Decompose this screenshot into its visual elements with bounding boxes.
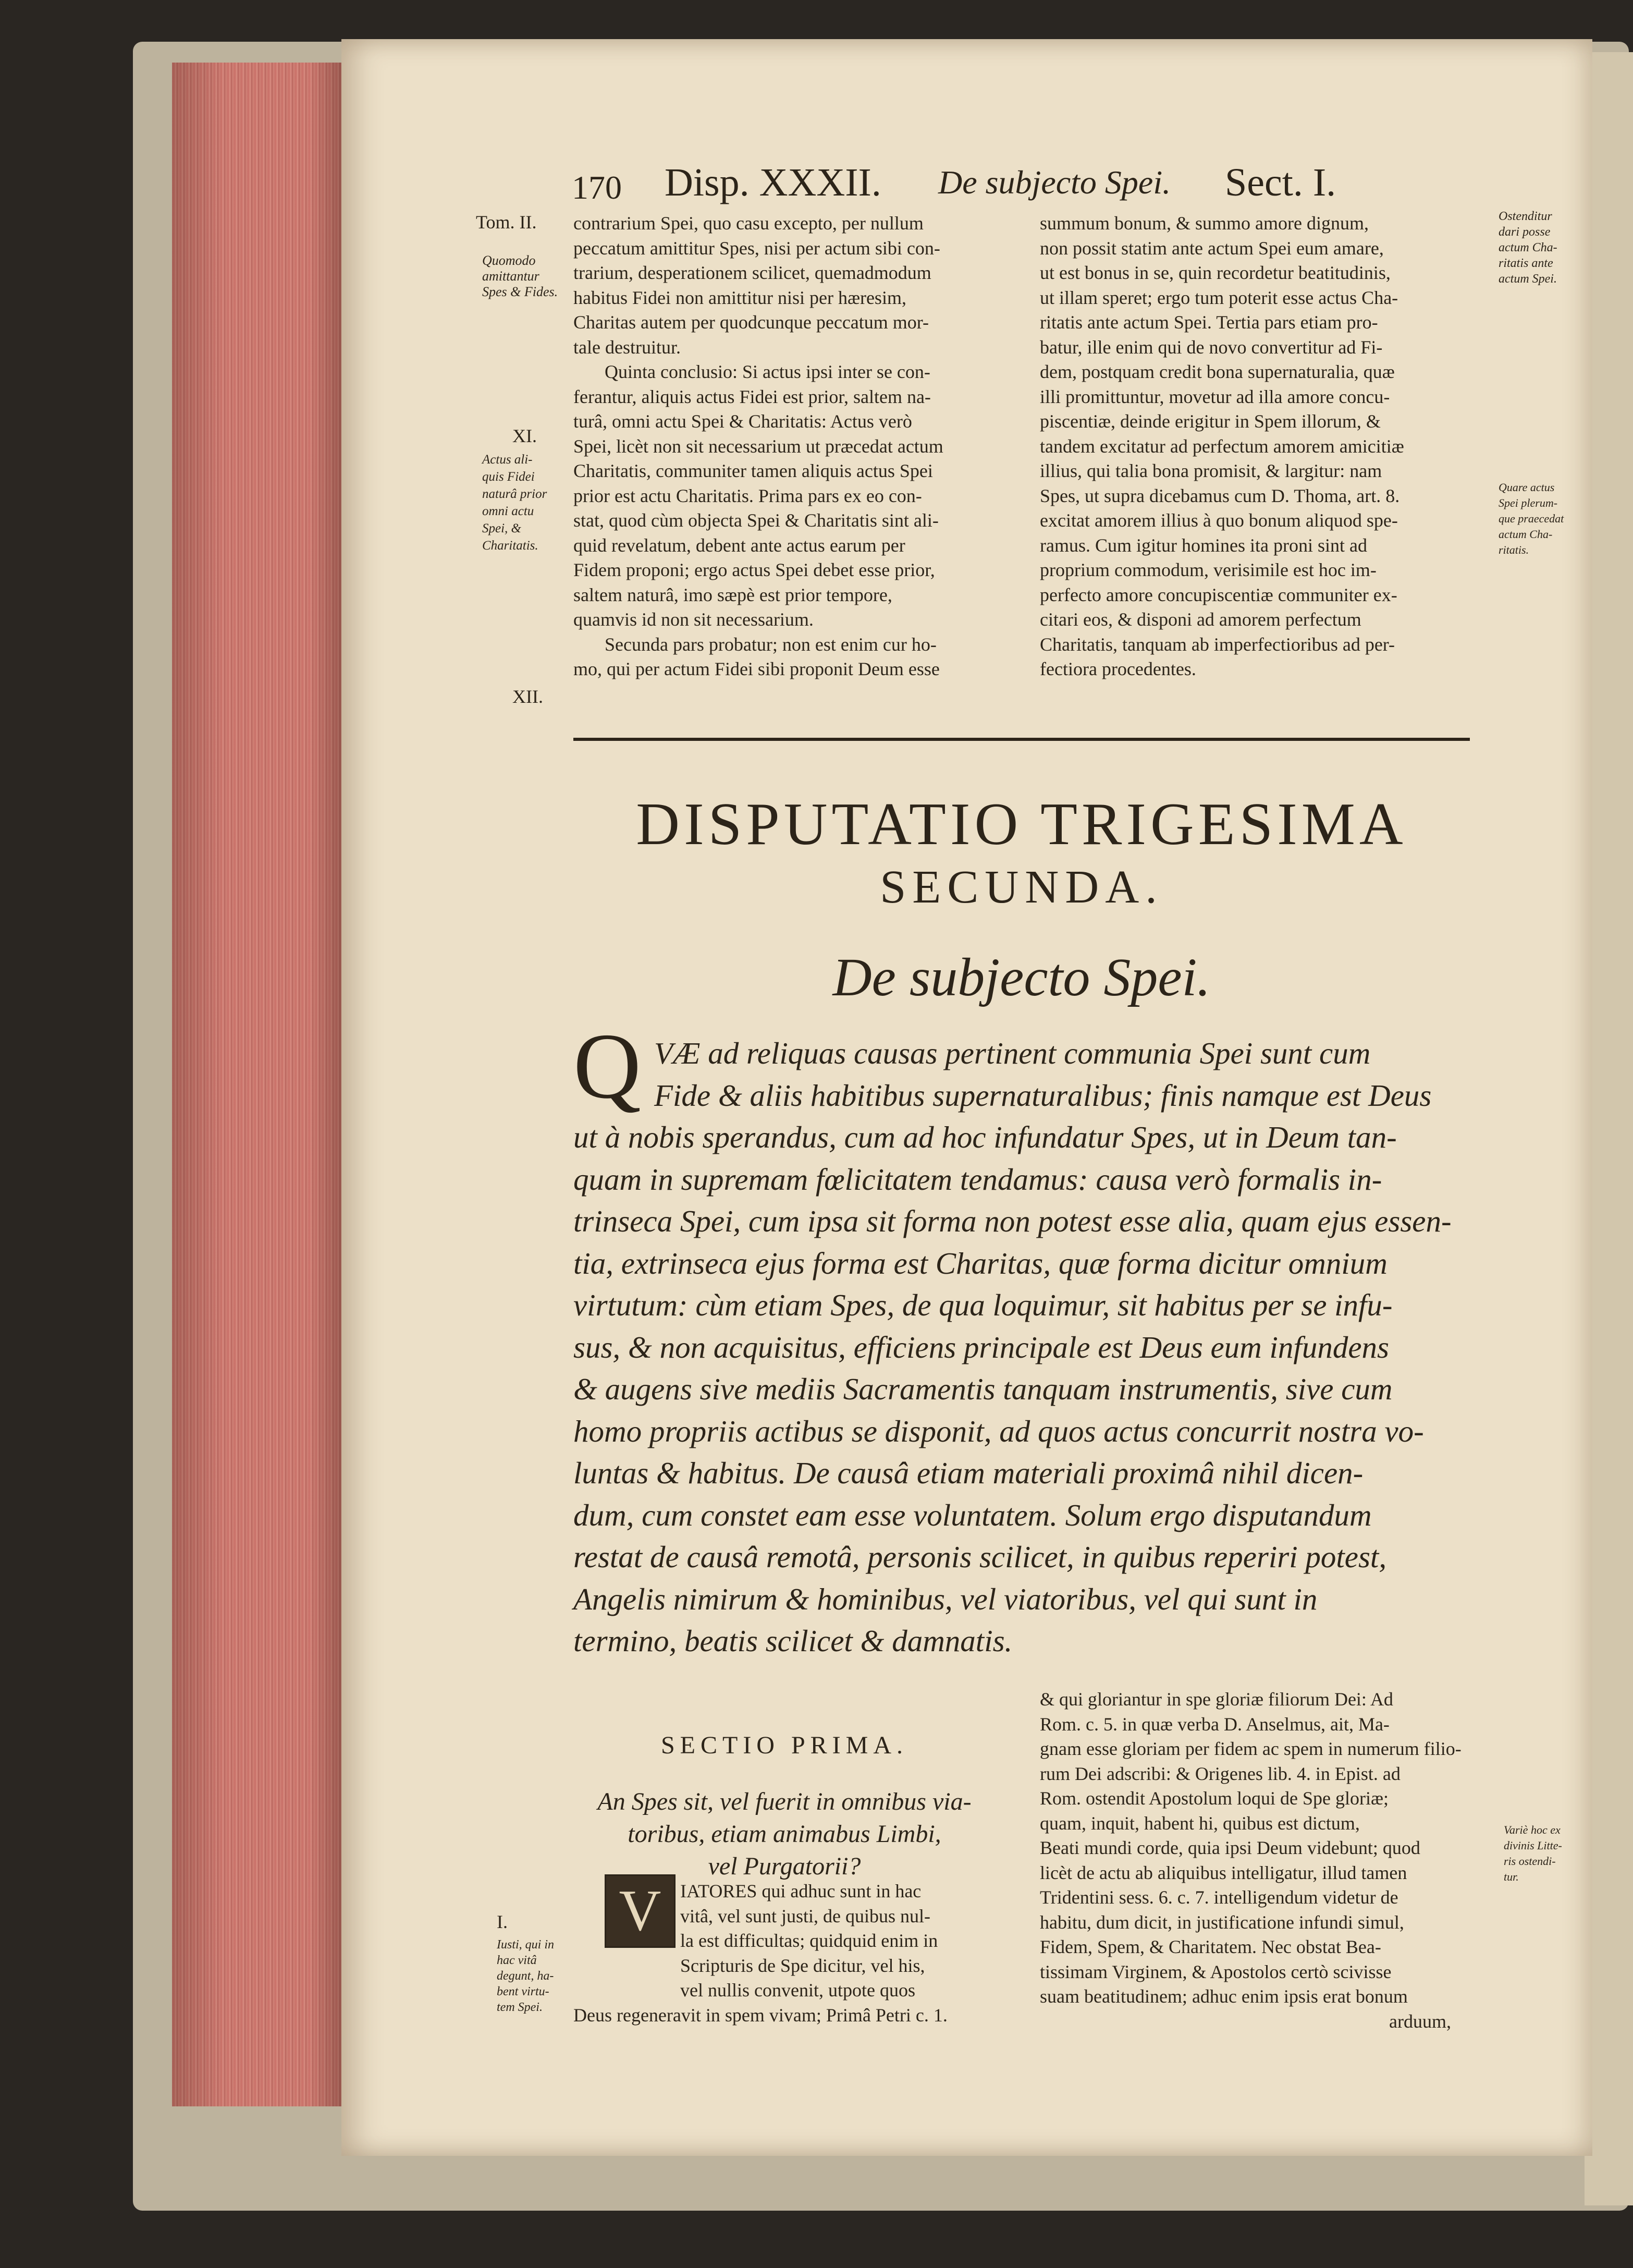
running-title-sect: Sect. I. <box>1225 161 1336 204</box>
intro-paragraph: VÆ ad reliquas causas pertinent communia Spei sunt cum Fide & aliis habitibus supernaturalibus; finis namque est Deus ut à nobis sperandus, cum ad hoc infundatur Spes, ut in Deum tan- quam in supremam fœlicitatem tendamus: causa verò formalis in- trinseca Spei, cum ipsa sit forma non potest esse alia, quam ejus essen- tia, extrinseca ejus forma est Charitas, quæ forma dicitur omnium virtutum: cùm etiam Spes, de qua loquimur, sit habitus per se infu- sus, & non acquisitus, efficiens principale est Deus eum infundens & augens sive mediis Sacramentis tanquam instrumentis, sive cum homo propriis actibus se disponit, ad quos actus concurrit nostra vo- luntas & habitus. De causâ etiam materiali proximâ nihil dicen- dum, cum constet eam esse voluntatem. Solum ergo disputandum restat de causâ remotâ, personis scilicet, in quibus reperiri potest, Angelis nimirum & hominibus, vel viatoribus, vel qui sunt in termino, beatis scilicet & damnatis. <box>573 1036 1452 1658</box>
margin-note-actus-fidei: Actus ali- quis Fidei naturâ prior omni actu Spei, & Charitatis. <box>482 453 547 553</box>
drop-cap-q: Q <box>573 1014 641 1118</box>
top-right-column: summum bonum, & summo amore dignum, non possit statim ante actum Spei eum amare, ut est bonus in se, quin recordetur beatitudinis, ut illam speret; ergo tum poterit esse actus Cha- ritatis ante actum Spei. Tertia pars etiam pro- batur, ille enim qui de novo convertitur ad Fi- dem, postquam credit bona supernaturalia, quæ illi promittuntur, movetur ad illa amore concu- piscentiæ, deinde erigitur in Spem illorum, & tandem excitatur ad perfectum amorem amicitiæ illius, qui talia bona promisit, & largitur: nam Spes, ut supra dicebamus cum D. Thoma, art. 8. excitat amorem illius à quo bonum aliquod spe- ramus. Cum igitur homines ita proni sint ad proprium commodum, verisimile est hoc im- perfecto amore concupiscentiæ communiter ex- citari eos, & disponi ad amorem perfectum Charitatis, tanquam ab imperfectioribus ad per- fectiora procedentes. <box>1040 213 1404 679</box>
book-page <box>341 39 1592 2156</box>
disputation-subtitle: De subjecto Spei. <box>832 947 1211 1007</box>
section-right-column: & qui gloriantur in spe gloriæ filiorum Dei: Ad Rom. c. 5. in quæ verba D. Anselmus, ait, Ma- gnam esse gloriam per fidem ac spem in numerum filio- rum Dei adscribi: & Origenes lib. 4. in Epist. ad Rom. ostendit Apostolum loqui de Spe gloriæ; quam, inquit, habent hi, quibus est dictum, Beati mundi corde, quia ipsi Deum videbunt; quod licèt de actu ab aliquibus intelligatur, illud tamen Tridentini sess. 6. c. 7. intelligendum videtur de habitu, dum dicit, in justificatione infundi simul, Fidem, Spem, & Charitatem. Nec obstat Bea- tissimam Virginem, & Apostolos certò scivisse suam beatitudinem; adhuc enim ipsis erat bonum arduum, <box>1040 1689 1462 2032</box>
running-title-subject: De subjecto Spei. <box>938 164 1171 201</box>
section-question: An Spes sit, vel fuerit in omnibus via- toribus, etiam animabus Limbi, vel Purgatorii? <box>597 1788 972 1880</box>
page-edges-shade <box>172 63 344 2106</box>
margin-number-xii: XII. <box>512 686 543 707</box>
margin-number-xi: XI. <box>512 425 537 446</box>
margin-note-quare-actus: Quare actus Spei plerum- que praecedat actum Cha- ritatis. <box>1499 481 1564 556</box>
disputation-title-line2: SECUNDA. <box>880 861 1163 913</box>
margin-note-amittantur: Quomodo amittantur Spes & Fides. <box>482 253 558 299</box>
margin-tom: Tom. II. <box>476 212 537 233</box>
margin-note-iusti: Iusti, qui in hac vitâ degunt, ha- bent virtu- tem Spei. <box>497 1938 555 2014</box>
margin-number-i: I. <box>497 1911 508 1932</box>
section-left-column: IATORES qui adhuc sunt in hac vitâ, vel sunt justi, de quibus nul- la est difficultas; quidquid enim in Scripturis de Spe dicitur, vel his, vel nullis convenit, utpote quos Deus regeneravit in spem vivam; Primâ Petri c. 1. <box>573 1881 948 2026</box>
disputation-title-line1: DISPUTATIO TRIGESIMA <box>636 791 1407 858</box>
margin-note-ostenditur: Ostenditur dari posse actum Cha- ritatis ante actum Spei. <box>1499 210 1557 286</box>
section-heading: SECTIO PRIMA. <box>660 1732 908 1759</box>
top-left-column: contrarium Spei, quo casu excepto, per nullum peccatum amittitur Spes, nisi per actum sibi con- trarium, desperationem scilicet, quemadmodum habitus Fidei non amittitur nisi per hæresim, Charitas autem per quodcunque peccatum mor- tale destruitur. Quinta conclusio: Si actus ipsi inter se con- ferantur, aliquis actus Fidei est prior, saltem na- turâ, omni actu Spei & Charitatis: Actus verò Spei, licèt non sit necessarium ut præcedat actum Charitatis, communiter tamen aliquis actus Spei prior est actu Charitatis. Prima pars ex eo con- stat, quod cùm objecta Spei & Charitatis sint ali- quid revelatum, debent ante actus earum per Fidem proponi; ergo actus Spei debet esse prior, saltem naturâ, imo sæpè est prior tempore, quamvis id non sit necessarium. Secunda pars probatur; non est enim cur ho- mo, qui per actum Fidei sibi proponit Deum esse <box>573 213 943 679</box>
separator-rule <box>573 738 1470 741</box>
running-title-disp: Disp. XXXII. <box>665 161 881 204</box>
ornamental-initial-v: V <box>605 1874 676 1948</box>
page-number: 170 <box>572 169 622 206</box>
margin-note-varie: Variè hoc ex divinis Litte- ris ostendi- tur. <box>1504 1823 1562 1883</box>
